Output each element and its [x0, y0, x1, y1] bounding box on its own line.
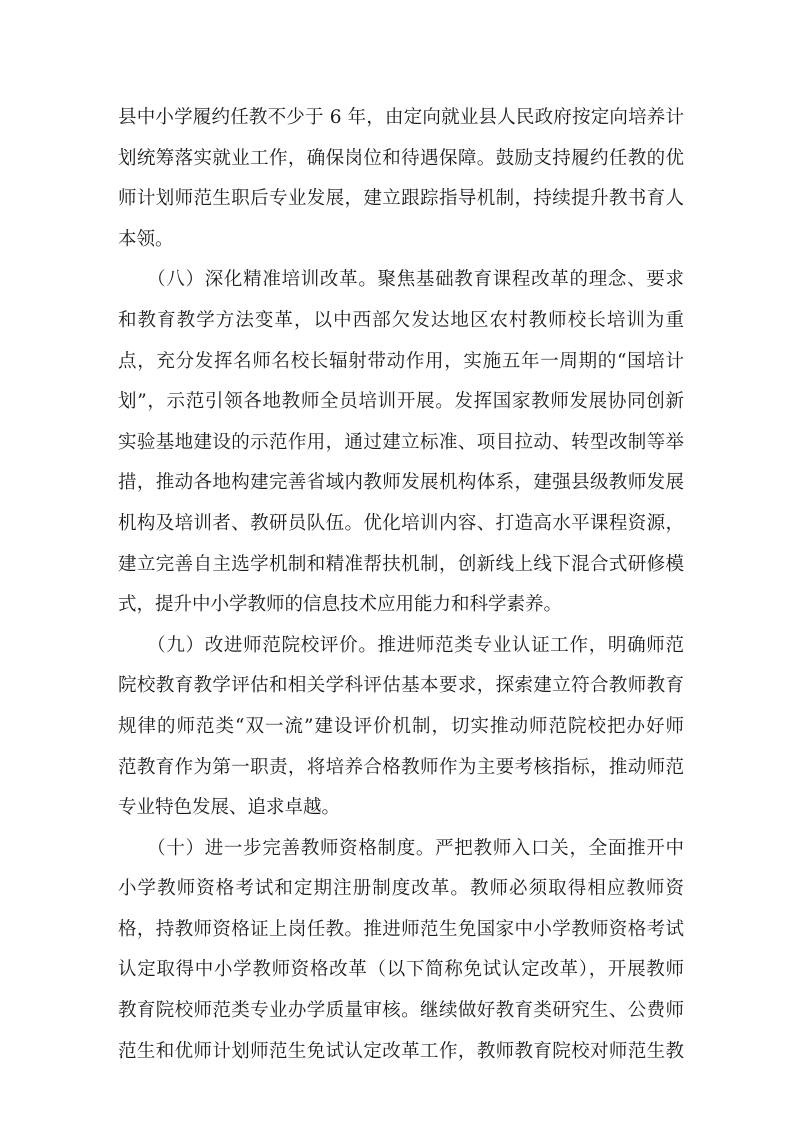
text-line: 措，推动各地构建完善省域内教师发展机构体系，建强县级教师发展: [118, 472, 684, 494]
text-line: 划”，示范引领各地教师全员培训开展。发挥国家教师发展协同创新: [118, 391, 684, 413]
text-line: 范教育作为第一职责，将培养合格教师作为主要考核指标，推动师范: [118, 756, 684, 778]
text-line: 实验基地建设的示范作用，通过建立标准、项目拉动、转型改制等举: [118, 431, 684, 453]
text-line: （八）深化精准培训改革。聚焦基础教育课程改革的理念、要求: [118, 269, 684, 291]
text-line: 院校教育教学评估和相关学科评估基本要求，探索建立符合教师教育: [118, 675, 684, 697]
text-line: 规律的师范类“双一流”建设评价机制，切实推动师范院校把办好师: [118, 715, 684, 737]
text-line: 教育院校师范类专业办学质量审核。继续做好教育类研究生、公费师: [118, 1000, 684, 1022]
text-line: 认定取得中小学教师资格改革（以下简称免试认定改革），开展教师: [118, 959, 684, 981]
text-line: 师计划师范生职后专业发展，建立跟踪指导机制，持续提升教书育人: [118, 188, 684, 210]
text-line: （九）改进师范院校评价。推进师范类专业认证工作，明确师范: [118, 634, 684, 656]
text-line: 点，充分发挥名师名校长辐射带动作用，实施五年一周期的“国培计: [118, 350, 684, 372]
text-line: 范生和优师计划师范生免试认定改革工作，教师教育院校对师范生教: [118, 1040, 684, 1062]
text-line: 本领。: [118, 228, 174, 250]
text-line: 县中小学履约任教不少于 6 年，由定向就业县人民政府按定向培养计: [118, 107, 684, 128]
text-line: 和教育教学方法变革，以中西部欠发达地区农村教师校长培训为重: [118, 309, 684, 331]
document-body: [118, 98, 684, 1072]
text-line: 划统筹落实就业工作，确保岗位和待遇保障。鼓励支持履约任教的优: [118, 147, 684, 169]
text-line: （十）进一步完善教师资格制度。严把教师入口关，全面推开中: [118, 837, 684, 859]
text-line: 小学教师资格考试和定期注册制度改革。教师必须取得相应教师资: [118, 878, 684, 900]
text-line: 建立完善自主选学机制和精准帮扶机制，创新线上线下混合式研修模: [118, 553, 684, 575]
text-line: 专业特色发展、追求卓越。: [118, 797, 341, 819]
text-line: 机构及培训者、教研员队伍。优化培训内容、打造高水平课程资源，: [118, 512, 684, 534]
text-line: 格，持教师资格证上岗任教。推进师范生免国家中小学教师资格考试: [118, 918, 684, 940]
text-line: 式，提升中小学教师的信息技术应用能力和科学素养。: [118, 594, 563, 616]
